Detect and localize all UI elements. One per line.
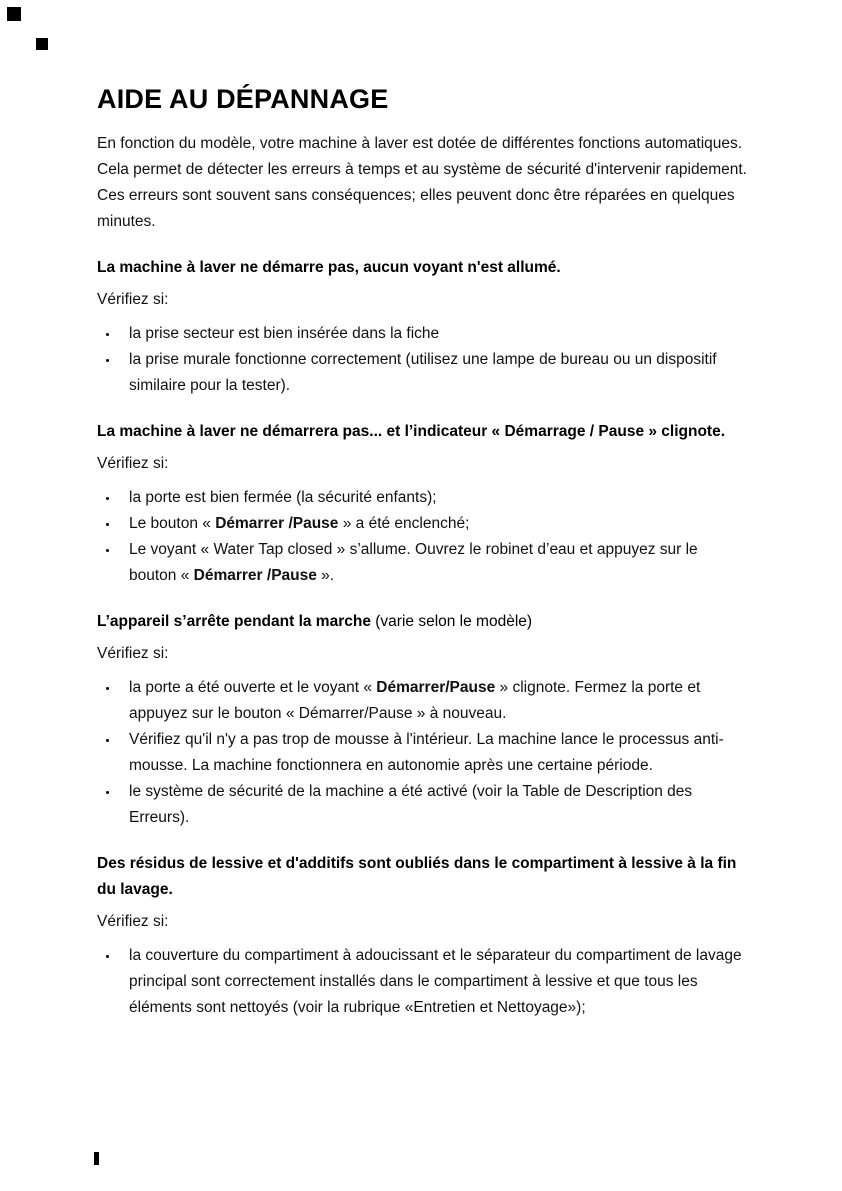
document-content [97,84,749,1023]
bullet-list [97,485,749,589]
bullet-text: » a été enclenché; [338,515,470,532]
scan-artifact-bottom [94,1152,99,1165]
bullet-item [119,675,749,727]
verify-label: Vérifiez si: [97,913,169,930]
bullet-item [119,537,749,589]
bullet-item [119,943,749,1021]
section-heading-normal: (varie selon le modèle) [370,613,533,630]
bullet-item [119,511,749,537]
section-heading-bold: La machine à laver ne démarrera pas... et l’indicateur « Démarrage / Pause » clignote. [97,423,726,440]
section-heading-bold: La machine à laver ne démarre pas, aucun voyant n'est allumé. [97,259,561,276]
bullet-item [119,727,749,779]
section-heading [97,419,749,445]
bullet-item [119,321,749,347]
bullet-text: Le bouton « [129,515,216,532]
bullet-text: la porte est bien fermée (la sécurité enfants); [129,489,437,506]
bullet-list [97,943,749,1021]
bullet-list [97,675,749,831]
verify-label: Vérifiez si: [97,645,169,662]
bullet-text-bold: Démarrer /Pause [193,567,317,584]
bullet-text-bold: Démarrer /Pause [215,515,339,532]
scan-artifact-square-top [7,7,21,21]
bullet-text: » clignote. Fermez la porte et appuyez sur le bouton « Démarrer/Pause » à nouveau. [129,679,701,722]
bullet-list [97,321,749,399]
bullet-text: Vérifiez qu'il n'y a pas trop de mousse à l'intérieur. La machine lance le processus anti-mousse. La machine fonctionnera en autonomie après une certaine période. [129,731,724,774]
section-heading [97,851,749,903]
bullet-text: la prise murale fonctionne correctement (utilisez une lampe de bureau ou un dispositif similaire pour la tester). [129,351,717,394]
intro-paragraph: En fonction du modèle, votre machine à laver est dotée de différentes fonctions automatiques. Cela permet de détecter les erreurs à temps et au système de sécurité d'intervenir rapidement. Ces erreurs sont souvent sans conséquences; elles peuvent donc être réparées en quelques minutes. [97,135,747,230]
bullet-text: la prise secteur est bien insérée dans la fiche [129,325,440,342]
bullet-text: ». [316,567,335,584]
bullet-text: Le voyant « Water Tap closed » s’allume. Ouvrez le robinet d’eau et appuyez sur le bouton « [129,541,698,584]
bullet-text-bold: Démarrer/Pause [376,679,496,696]
scan-artifact-square-inner [36,38,48,50]
page-title: AIDE AU DÉPANNAGE [97,84,389,114]
bullet-item [119,347,749,399]
bullet-text: la porte a été ouverte et le voyant « [129,679,377,696]
section-heading-bold: L’appareil s’arrête pendant la marche [97,613,371,630]
verify-label: Vérifiez si: [97,455,169,472]
bullet-item [119,779,749,831]
section-heading [97,255,749,281]
bullet-item [119,485,749,511]
bullet-text: la couverture du compartiment à adoucissant et le séparateur du compartiment de lavage principal sont correctement installés dans le compartiment à lessive et que tous les éléments sont nettoyés (voir la rubrique «Entretien et Nettoyage»); [129,947,742,1016]
section-heading [97,609,749,635]
bullet-text: le système de sécurité de la machine a été activé (voir la Table de Description des Erreurs). [129,783,693,826]
sections-container [97,255,749,1021]
verify-label: Vérifiez si: [97,291,169,308]
section-heading-bold: Des résidus de lessive et d'additifs sont oubliés dans le compartiment à lessive à la fin du lavage. [97,855,737,898]
